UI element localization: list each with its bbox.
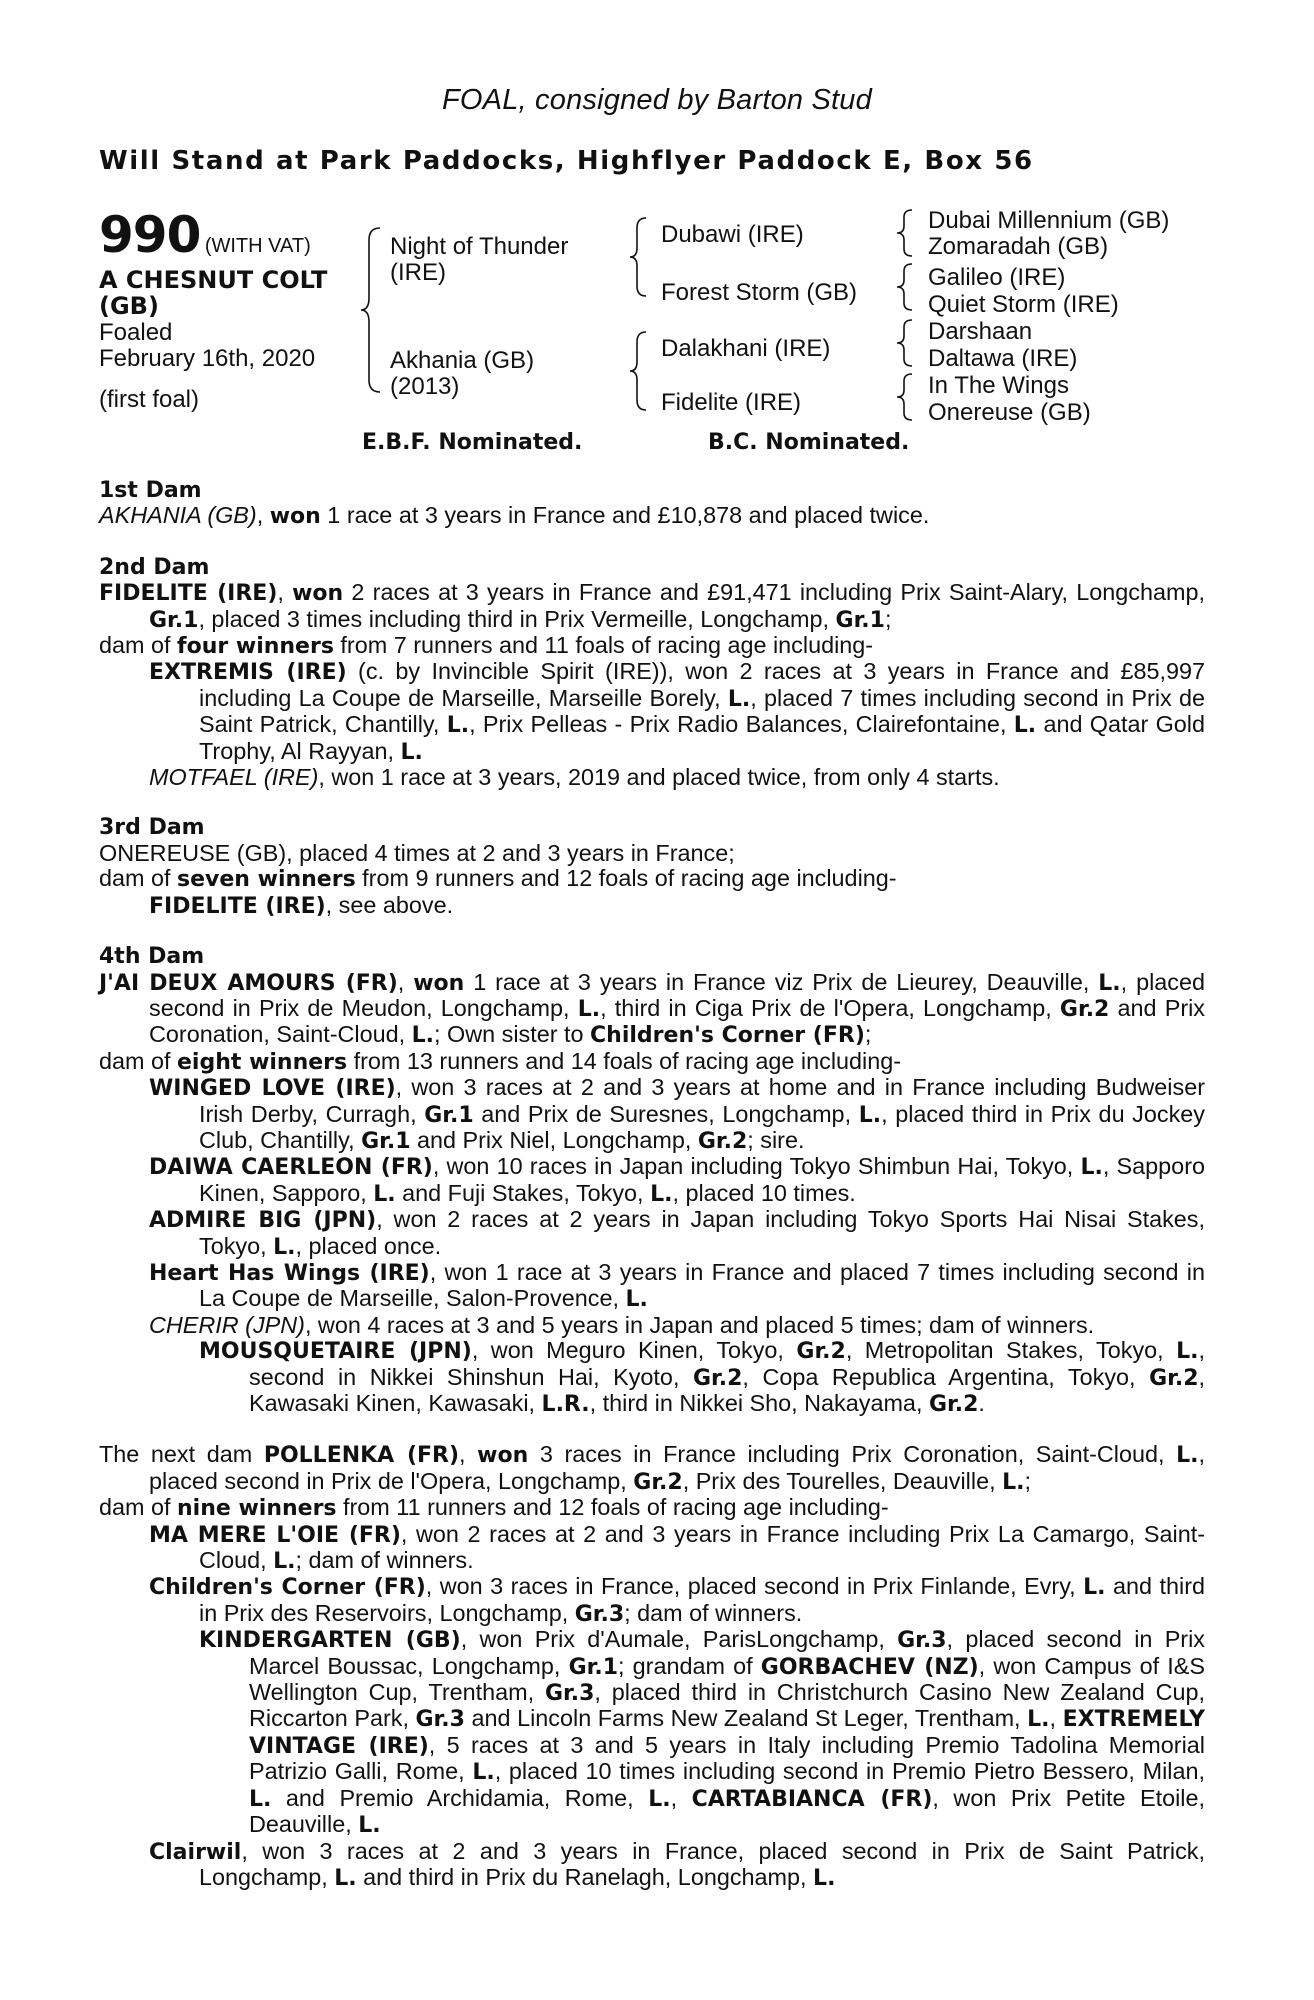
second-dam-g1b: Gr.1 bbox=[835, 607, 885, 633]
winged-love-g3: Gr.2 bbox=[697, 1128, 748, 1154]
mousquetaire-t1: , won Meguro Kinen, Tokyo, bbox=[471, 1337, 797, 1364]
kindergarten-t9: , placed 10 times including second in Premio Pietro Bessero, Milan, bbox=[494, 1758, 1205, 1785]
kindergarten-t12: , won Prix Petite Etoile, Deauville, bbox=[249, 1784, 1205, 1838]
heart-has-wings-entry bbox=[99, 1260, 1205, 1313]
admire-big-t2: , placed once. bbox=[295, 1232, 442, 1259]
pedigree-gen3-6: Daltawa (IRE) bbox=[928, 345, 1078, 372]
ma-mere-loie-name: MA MERE L'OIE (FR) bbox=[149, 1522, 401, 1548]
lot-number: 990 bbox=[99, 206, 201, 264]
admire-big-entry bbox=[99, 1207, 1205, 1260]
winged-love-g2: Gr.1 bbox=[361, 1128, 411, 1154]
kindergarten-t3: ; grandam of bbox=[618, 1652, 761, 1679]
daiwa-caerleon-entry bbox=[99, 1154, 1205, 1207]
winged-love-name: WINGED LOVE (IRE) bbox=[149, 1076, 396, 1102]
first-foal-note: (first foal) bbox=[99, 386, 200, 413]
winged-love-g1: Gr.1 bbox=[424, 1102, 474, 1128]
consignment-line: FOAL, consigned by Barton Stud bbox=[442, 84, 872, 116]
pedigree-dam-line1: Akhania (GB) bbox=[390, 347, 535, 374]
fourth-dam-t6: ; bbox=[864, 1021, 872, 1048]
winged-love-entry bbox=[99, 1075, 1205, 1154]
mousquetaire-g4: Gr.2 bbox=[928, 1392, 979, 1417]
fourth-dam-t5: ; Own sister to bbox=[434, 1021, 591, 1048]
pedigree-dam-dam: Fidelite (IRE) bbox=[661, 389, 802, 416]
pedigree-gen3-7: In The Wings bbox=[928, 372, 1069, 399]
kindergarten-l1: L. bbox=[1027, 1707, 1050, 1733]
mousquetaire-g2: Gr.2 bbox=[692, 1365, 743, 1391]
foaled-date: February 16th, 2020 bbox=[99, 345, 316, 372]
kindergarten-name: KINDERGARTEN (GB) bbox=[199, 1628, 461, 1654]
daiwa-caerleon-l2: L. bbox=[373, 1181, 396, 1207]
second-dam-winners: four winners bbox=[177, 634, 334, 660]
ma-mere-loie-entry bbox=[99, 1522, 1205, 1575]
kindergarten-t7: , bbox=[1049, 1705, 1063, 1732]
kindergarten-entry bbox=[99, 1627, 1205, 1838]
mousquetaire-t6: , third in Nikkei Sho, Nakayama, bbox=[589, 1390, 929, 1416]
next-dam-t4: ; bbox=[1024, 1467, 1031, 1494]
fourth-dam-damof: dam of bbox=[99, 1047, 178, 1074]
next-dam-t3: , Prix des Tourelles, Deauville, bbox=[682, 1467, 1003, 1494]
second-dam-sep: , bbox=[277, 579, 293, 606]
ma-mere-loie-l1: L. bbox=[273, 1549, 296, 1575]
kindergarten-l3: L. bbox=[249, 1786, 272, 1812]
daiwa-caerleon-l3: L. bbox=[650, 1181, 673, 1207]
third-dam-line1: ONEREUSE (GB), placed 4 times at 2 and 3 years in France; bbox=[99, 839, 735, 866]
pedigree-gen3-1: Dubai Millennium (GB) bbox=[928, 207, 1170, 234]
lot-vat: (WITH VAT) bbox=[204, 235, 311, 257]
pedigree-gen3-8: Onereuse (GB) bbox=[928, 399, 1091, 426]
second-dam-t3: ; bbox=[884, 605, 892, 632]
extremely-vintage-name: EXTREMELY VINTAGE (IRE) bbox=[249, 1707, 1205, 1759]
extremis-entry bbox=[99, 659, 1205, 765]
first-dam-record: 1 race at 3 years in France and £10,878 and placed twice. bbox=[320, 502, 930, 529]
extremis-t1: (c. by Invincible Spirit (IRE)), won 2 races at 3 years in France and £85,997 including La Coupe de Marseille, Marseille Borely, bbox=[199, 658, 1205, 711]
ebf-nominated: E.B.F. Nominated. bbox=[362, 430, 583, 455]
second-dam-text bbox=[99, 580, 1205, 633]
fourth-dam-g1: Gr.2 bbox=[1059, 996, 1110, 1022]
fourth-dam-heading: 4th Dam bbox=[99, 944, 205, 970]
daiwa-caerleon-name: DAIWA CAERLEON (FR) bbox=[149, 1155, 433, 1181]
childrens-corner-name: Children's Corner (FR) bbox=[149, 1575, 426, 1601]
daiwa-caerleon-t3: and Fuji Stakes, Tokyo, bbox=[395, 1179, 651, 1206]
next-dam-won: won bbox=[477, 1443, 529, 1469]
kindergarten-g1: Gr.3 bbox=[897, 1628, 947, 1654]
pedigree-gen3-3: Galileo (IRE) bbox=[928, 264, 1066, 291]
pedigree-gen3-2: Zomaradah (GB) bbox=[928, 233, 1109, 260]
next-dam-l1: L. bbox=[1176, 1443, 1199, 1469]
next-dam-t2: , placed second in Prix de l'Opera, Longchamp, bbox=[149, 1441, 1206, 1494]
daiwa-caerleon-t4: , placed 10 times. bbox=[672, 1179, 856, 1206]
fidelite-name: FIDELITE (IRE) bbox=[149, 893, 326, 919]
lot-title-line1: A CHESNUT COLT bbox=[99, 266, 328, 294]
motfael-text: , won 1 race at 3 years, 2019 and placed twice, from only 4 starts. bbox=[318, 764, 1000, 791]
fourth-dam-won: won bbox=[413, 970, 465, 996]
first-dam-name: AKHANIA (GB) bbox=[99, 502, 257, 529]
pedigree-gen3-4: Quiet Storm (IRE) bbox=[928, 291, 1119, 318]
admire-big-l1: L. bbox=[273, 1234, 296, 1260]
mousquetaire-t4: , Copa Republica Argentina, Tokyo, bbox=[742, 1363, 1150, 1390]
gorbachev-name: GORBACHEV (NZ) bbox=[760, 1654, 979, 1680]
lot-title-line2: (GB) bbox=[99, 292, 159, 320]
motfael-name: MOTFAEL (IRE) bbox=[149, 764, 319, 791]
pedigree-brace-sire bbox=[628, 216, 652, 298]
winged-love-t1: , won 3 races at 2 and 3 years at home and in France including Budweiser Irish Derby, Curragh, bbox=[199, 1074, 1205, 1127]
fourth-dam-t4: and Prix Coronation, Saint-Cloud, bbox=[149, 994, 1205, 1048]
kindergarten-t2: , placed second in Prix Marcel Boussac, Longchamp, bbox=[249, 1626, 1205, 1679]
daiwa-caerleon-t2: , Sapporo Kinen, Sapporo, bbox=[199, 1153, 1205, 1206]
clairwil-entry bbox=[99, 1839, 1205, 1892]
childrens-corner-g1: Gr.3 bbox=[574, 1601, 625, 1627]
pedigree-sire-dam: Forest Storm (GB) bbox=[661, 279, 858, 306]
foaled-label: Foaled bbox=[99, 319, 173, 346]
extremis-l4: L. bbox=[400, 739, 423, 765]
kindergarten-t8: , 5 races at 3 and 5 years in Italy including Premio Tadolina Memorial Patrizio Galli, Rome, bbox=[249, 1731, 1205, 1785]
cartabianca-name: CARTABIANCA (FR) bbox=[691, 1786, 933, 1812]
third-dam-damof: dam of bbox=[99, 865, 178, 892]
second-dam-heading: 2nd Dam bbox=[99, 554, 210, 580]
third-dam-runners: from 9 runners and 12 foals of racing age including- bbox=[355, 865, 897, 892]
winged-love-t3: , placed third in Prix du Jockey Club, Chantilly, bbox=[199, 1100, 1205, 1153]
pedigree-brace-dam bbox=[628, 330, 652, 412]
pedigree-sire-sire: Dubawi (IRE) bbox=[661, 221, 804, 248]
extremis-name: EXTREMIS (IRE) bbox=[149, 660, 347, 686]
cherir-text: , won 4 races at 3 and 5 years in Japan and placed 5 times; dam of winners. bbox=[304, 1311, 1095, 1338]
childrens-corner-entry bbox=[99, 1574, 1205, 1627]
winged-love-l1: L. bbox=[858, 1102, 882, 1128]
childrens-corner-t1: , won 3 races in France, placed second in Prix Finlande, Evry, bbox=[425, 1573, 1084, 1600]
motfael-entry bbox=[99, 765, 1205, 790]
mousquetaire-t5: , Kawasaki Kinen, Kawasaki, bbox=[249, 1363, 1205, 1416]
fourth-dam-sister: Children's Corner (FR) bbox=[590, 1023, 865, 1049]
fourth-dam-name: J'AI DEUX AMOURS (FR) bbox=[99, 970, 398, 996]
extremis-l3: L. bbox=[1013, 713, 1037, 739]
third-dam-winners: seven winners bbox=[177, 867, 356, 893]
pedigree-brace-gen3-1 bbox=[894, 208, 916, 258]
kindergarten-g3: Gr.3 bbox=[544, 1681, 595, 1707]
mousquetaire-g1: Gr.2 bbox=[796, 1339, 846, 1365]
stand-location: Will Stand at Park Paddocks, Highflyer Paddock E, Box 56 bbox=[99, 146, 1034, 176]
mousquetaire-t2: , Metropolitan Stakes, Tokyo, bbox=[845, 1337, 1177, 1364]
clairwil-l1: L. bbox=[334, 1865, 357, 1891]
kindergarten-t6: and Lincoln Farms New Zealand St Leger, Trentham, bbox=[464, 1705, 1028, 1732]
mousquetaire-lr: L.R. bbox=[541, 1392, 590, 1417]
fourth-dam-l1: L. bbox=[1098, 970, 1121, 996]
fourth-dam-l2: L. bbox=[577, 996, 601, 1022]
heart-has-wings-l1: L. bbox=[625, 1287, 648, 1313]
clairwil-l2: L. bbox=[813, 1865, 836, 1891]
kindergarten-t5: , placed third in Christchurch Casino New Zealand Cup, Riccarton Park, bbox=[249, 1679, 1205, 1732]
pedigree-brace-gen3-3 bbox=[894, 318, 916, 368]
kindergarten-l2: L. bbox=[472, 1760, 495, 1786]
next-dam-damof: dam of bbox=[99, 1494, 178, 1521]
childrens-corner-l1: L. bbox=[1083, 1575, 1106, 1601]
admire-big-t1: , won 2 races at 2 years in Japan including Tokyo Sports Hai Nisai Stakes, Tokyo, bbox=[199, 1206, 1206, 1259]
next-dam-text bbox=[99, 1442, 1205, 1495]
next-dam-t1: 3 races in France including Prix Coronation, Saint-Cloud, bbox=[528, 1441, 1177, 1468]
pedigree-dam-sire: Dalakhani (IRE) bbox=[661, 335, 831, 362]
pedigree-sire-line2: (IRE) bbox=[390, 259, 446, 286]
next-dam-sep: , bbox=[459, 1441, 478, 1468]
next-dam-runners: from 11 runners and 12 foals of racing age including- bbox=[336, 1494, 889, 1521]
kindergarten-t11: , bbox=[670, 1784, 692, 1811]
pedigree-body bbox=[99, 478, 1205, 1891]
third-dam-heading: 3rd Dam bbox=[99, 815, 205, 841]
daiwa-caerleon-t1: , won 10 races in Japan including Tokyo Shimbun Hai, Tokyo, bbox=[432, 1153, 1081, 1180]
fourth-dam-t3: , third in Ciga Prix de l'Opera, Longchamp, bbox=[600, 994, 1060, 1021]
winged-love-t4: and Prix Niel, Longchamp, bbox=[410, 1126, 698, 1153]
pedigree-brace-gen3-4 bbox=[894, 372, 916, 422]
kindergarten-l4: L. bbox=[648, 1786, 671, 1812]
childrens-corner-t2: and third in Prix des Reservoirs, Longchamp, bbox=[199, 1573, 1205, 1626]
second-dam-t1: 2 races at 3 years in France and £91,471 including Prix Saint-Alary, Longchamp, bbox=[343, 579, 1206, 606]
winged-love-t5: ; sire. bbox=[747, 1126, 805, 1153]
second-dam-runners: from 7 runners and 11 foals of racing age including- bbox=[333, 632, 874, 659]
fourth-dam-sep: , bbox=[397, 968, 414, 995]
heart-has-wings-name: Heart Has Wings (IRE) bbox=[149, 1260, 430, 1286]
pedigree-sire-line1: Night of Thunder bbox=[390, 233, 569, 260]
second-dam-damof: dam of bbox=[99, 632, 178, 659]
mousquetaire-t7: . bbox=[978, 1390, 985, 1416]
admire-big-name: ADMIRE BIG (JPN) bbox=[149, 1208, 377, 1234]
ma-mere-loie-t1: , won 2 races at 2 and 3 years in France including Prix La Camargo, Saint-Cloud, bbox=[199, 1520, 1205, 1574]
next-dam-intro: The next dam bbox=[99, 1441, 264, 1468]
lot-number-line bbox=[99, 206, 311, 264]
fourth-dam-text bbox=[99, 970, 1205, 1049]
extremis-t4: and Qatar Gold Trophy, Al Rayyan, bbox=[199, 711, 1205, 764]
kindergarten-t10: and Premio Archidamia, Rome, bbox=[271, 1784, 649, 1811]
clairwil-t2: and third in Prix du Ranelagh, Longchamp, bbox=[356, 1863, 814, 1890]
pedigree-dam-line2: (2013) bbox=[390, 373, 460, 400]
second-dam-produce bbox=[99, 633, 1205, 659]
fourth-dam-runners: from 13 runners and 14 foals of racing age including- bbox=[347, 1047, 902, 1074]
fidelite-text: , see above. bbox=[325, 891, 454, 918]
daiwa-caerleon-l1: L. bbox=[1080, 1155, 1103, 1181]
cherir-name: CHERIR (JPN) bbox=[149, 1311, 305, 1338]
second-dam-won: won bbox=[292, 581, 344, 607]
fourth-dam-t1: 1 race at 3 years in France viz Prix de Lieurey, Deauville, bbox=[464, 968, 1099, 995]
kindergarten-t1: , won Prix d'Aumale, ParisLongchamp, bbox=[460, 1626, 898, 1653]
pedigree-brace-gen1 bbox=[360, 226, 390, 394]
fourth-dam-winners: eight winners bbox=[177, 1049, 348, 1075]
extremis-l2: L. bbox=[446, 713, 470, 739]
extremis-t3: , Prix Pelleas - Prix Radio Balances, Clairefontaine, bbox=[469, 711, 1014, 738]
kindergarten-g4: Gr.3 bbox=[415, 1707, 465, 1733]
next-dam-produce bbox=[99, 1495, 1205, 1521]
pedigree-brace-gen3-2 bbox=[894, 262, 916, 312]
mousquetaire-l1: L. bbox=[1176, 1339, 1199, 1365]
winged-love-t2: and Prix de Suresnes, Longchamp, bbox=[473, 1100, 859, 1127]
first-dam-heading: 1st Dam bbox=[99, 478, 202, 503]
next-dam-l2: L. bbox=[1002, 1469, 1025, 1495]
kindergarten-t4: , won Campus of I&S Wellington Cup, Trentham, bbox=[249, 1652, 1205, 1706]
next-dam-g1: Gr.2 bbox=[633, 1469, 683, 1495]
third-dam-produce bbox=[99, 866, 1205, 892]
first-dam-text: AKHANIA (GB), won 1 race at 3 years in France and £10,878 and placed twice. bbox=[99, 502, 930, 530]
childrens-corner-t3: ; dam of winners. bbox=[624, 1599, 803, 1626]
kindergarten-g2: Gr.1 bbox=[568, 1654, 619, 1680]
kindergarten-l5: L. bbox=[358, 1813, 381, 1839]
first-dam-won: won bbox=[269, 504, 321, 530]
second-dam-name: FIDELITE (IRE) bbox=[99, 581, 278, 607]
next-dam-winners: nine winners bbox=[177, 1496, 337, 1522]
fourth-dam-t2: , placed second in Prix de Meudon, Longchamp, bbox=[149, 968, 1205, 1021]
heart-has-wings-t1: , won 1 race at 3 years in France and placed 7 times including second in La Coupe de Marseille, Salon-Provence, bbox=[199, 1258, 1205, 1312]
mousquetaire-entry bbox=[99, 1338, 1205, 1417]
mousquetaire-name: MOUSQUETAIRE (JPN) bbox=[199, 1339, 472, 1365]
fourth-dam-l3: L. bbox=[411, 1023, 435, 1049]
fourth-dam-produce bbox=[99, 1049, 1205, 1075]
pedigree-gen3-5: Darshaan bbox=[928, 318, 1033, 345]
second-dam-g1a: Gr.1 bbox=[149, 607, 199, 633]
bc-nominated: B.C. Nominated. bbox=[708, 430, 910, 455]
clairwil-t1: , won 3 races at 2 and 3 years in France, placed second in Prix de Saint Patrick, Longchamp, bbox=[199, 1837, 1205, 1890]
second-dam-t2: , placed 3 times including third in Prix Vermeille, Longchamp, bbox=[198, 605, 836, 632]
extremis-l1: L. bbox=[727, 686, 751, 712]
clairwil-name: Clairwil bbox=[149, 1839, 242, 1865]
ma-mere-loie-t2: ; dam of winners. bbox=[295, 1547, 474, 1574]
fidelite-entry bbox=[99, 893, 1205, 919]
mousquetaire-g3: Gr.2 bbox=[1149, 1365, 1199, 1391]
mousquetaire-t3: , second in Nikkei Shinshun Hai, Kyoto, bbox=[249, 1337, 1205, 1390]
cherir-entry bbox=[99, 1313, 1205, 1338]
extremis-t2: , placed 7 times including second in Prix de Saint Patrick, Chantilly, bbox=[199, 684, 1205, 738]
next-dam-name: POLLENKA (FR) bbox=[263, 1443, 460, 1469]
